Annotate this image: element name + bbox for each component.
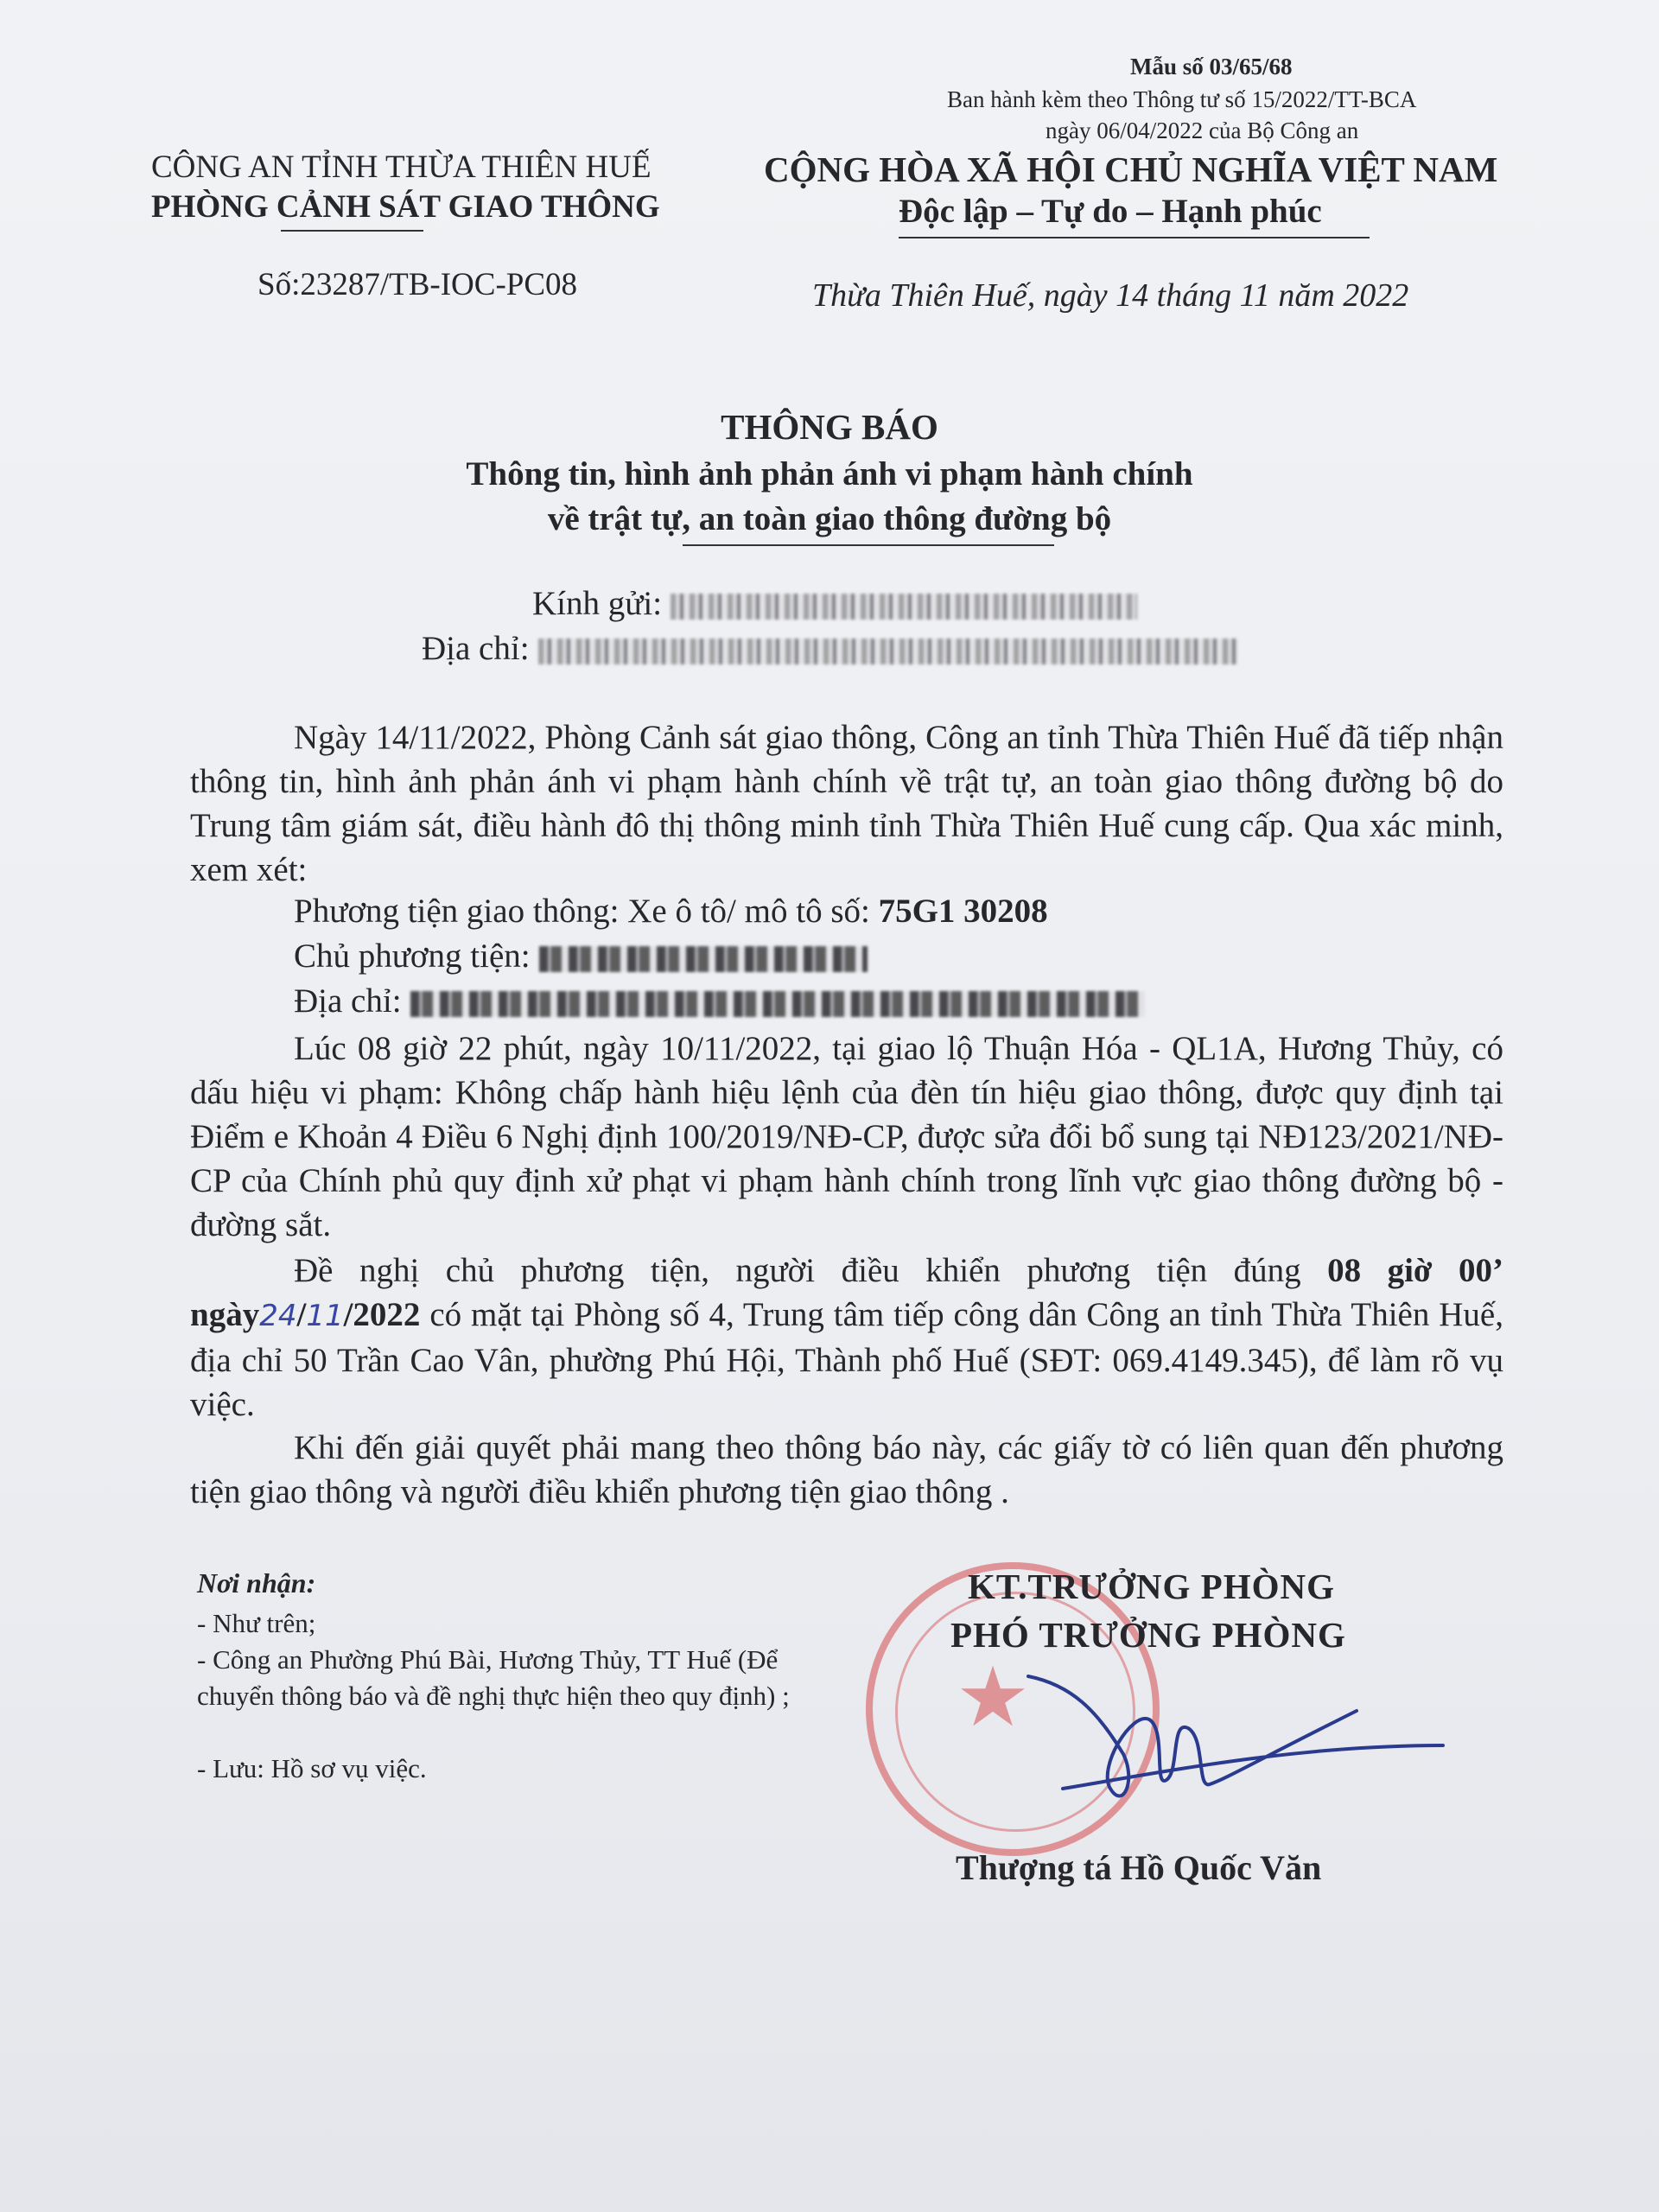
form-issued-line1: Ban hành kèm theo Thông tư số 15/2022/TT-BCA [947, 86, 1417, 112]
motto-underline [899, 237, 1370, 238]
signer-title-1: KT.TRƯỞNG PHÒNG [968, 1567, 1335, 1606]
paragraph-request [190, 1249, 1503, 1427]
paragraph-intro: Ngày 14/11/2022, Phòng Cảnh sát giao thông, Công an tỉnh Thừa Thiên Huế đã tiếp nhận thông tin, hình ảnh phản ánh vi phạm hành chính về trật tự, an toàn giao thông đường bộ do Trung tâm giám sát, điều hành đô thị thông minh tỉnh Thừa Thiên Huế cung cấp. Qua xác minh, xem xét: [190, 719, 1503, 888]
place-date: Thừa Thiên Huế, ngày 14 tháng 11 năm 2022 [812, 277, 1409, 314]
form-number: Mẫu số 03/65/68 [1130, 54, 1293, 79]
vehicle-label: Phương tiện giao thông: Xe ô tô/ mô tô số: [294, 893, 879, 930]
recipient-item: - Lưu: Hồ sơ vụ việc. [197, 1753, 427, 1783]
redacted-owner [539, 946, 868, 972]
title-underline [683, 544, 1054, 546]
addressee-address-label: Địa chỉ: [422, 630, 530, 667]
request-text-a: Đề nghị chủ phương tiện, người điều khiển phương tiện đúng [294, 1252, 1328, 1289]
redacted-owner-address [410, 991, 1145, 1017]
agency-name: CÔNG AN TỈNH THỪA THIÊN HUẾ [151, 149, 652, 185]
addressee-label: Kính gửi: [532, 585, 663, 622]
addressee-address-row [422, 629, 1238, 668]
document-subtitle-2: về trật tự, an toàn giao thông đường bộ [547, 500, 1112, 537]
owner-address-line [294, 982, 1145, 1020]
handwritten-signature [994, 1659, 1478, 1832]
owner-address-label: Địa chỉ: [294, 982, 402, 1020]
addressee-row [532, 584, 1137, 623]
national-title: CỘNG HÒA XÃ HỘI CHỦ NGHĨA VIỆT NAM [764, 149, 1498, 189]
owner-label: Chủ phương tiện: [294, 938, 531, 975]
paragraph-documents: Khi đến giải quyết phải mang theo thông báo này, các giấy tờ có liên quan đến phương tiện giao thông và người điều khiển phương tiện giao thông . [190, 1429, 1503, 1510]
signer-title-2: PHÓ TRƯỞNG PHÒNG [950, 1615, 1346, 1655]
recipient-item: - Công an Phường Phú Bài, Hương Thủy, TT Huế (Để chuyển thông báo và đề nghị thực hiện theo quy định) ; [197, 1644, 790, 1711]
request-text-b: có mặt tại Phòng số 4, Trung tâm tiếp công dân Công an tỉnh Thừa Thiên Huế, địa chỉ 50 Trần Cao Vân, phường Phú Hội, Thành phố Huế (SĐT: 069.4149.345), để làm rõ vụ việc. [190, 1296, 1503, 1423]
appointment-year: /2022 [343, 1296, 421, 1333]
recipients-title: Nơi nhận: [197, 1567, 316, 1599]
vehicle-line [294, 892, 1048, 931]
handwritten-day: 24 [259, 1299, 297, 1333]
form-issued-line2: ngày 06/04/2022 của Bộ Công an [1046, 118, 1359, 143]
date-slash: / [296, 1296, 307, 1333]
appointment-time: 08 giờ 00’ [1327, 1252, 1504, 1289]
department-name: PHÒNG CẢNH SÁT GIAO THÔNG [151, 189, 660, 225]
agency-underline [281, 230, 423, 232]
document-number: Số:23287/TB-IOC-PC08 [257, 267, 578, 302]
paragraph-violation: Lúc 08 giờ 22 phút, ngày 10/11/2022, tại giao lộ Thuận Hóa - QL1A, Hương Thủy, có dấu hiệu vi phạm: Không chấp hành hiệu lệnh của đèn tín hiệu giao thông, được quy định tại Điểm e Khoản 4 Điều 6 Nghị định 100/2019/NĐ-CP, được sửa đổi bổ sung tại NĐ123/2021/NĐ-CP của Chính phủ quy định xử phạt vi phạm hành chính trong lĩnh vực giao thông đường bộ - đường sắt. [190, 1030, 1503, 1243]
redacted-address [538, 639, 1238, 664]
seal-star-icon: ★ [956, 1649, 1031, 1745]
redacted-name [671, 594, 1137, 620]
appointment-day-label: ngày [190, 1296, 260, 1333]
national-motto: Độc lập – Tự do – Hạnh phúc [899, 193, 1322, 230]
document-title: THÔNG BÁO [721, 407, 938, 447]
document-subtitle-1: Thông tin, hình ảnh phản ánh vi phạm hành chính [466, 455, 1193, 493]
license-plate: 75G1 30208 [878, 893, 1048, 930]
recipient-item: - Như trên; [197, 1608, 316, 1638]
owner-line [294, 937, 868, 976]
signer-name: Thượng tá Hồ Quốc Văn [956, 1848, 1322, 1887]
handwritten-month: 11 [306, 1299, 344, 1333]
